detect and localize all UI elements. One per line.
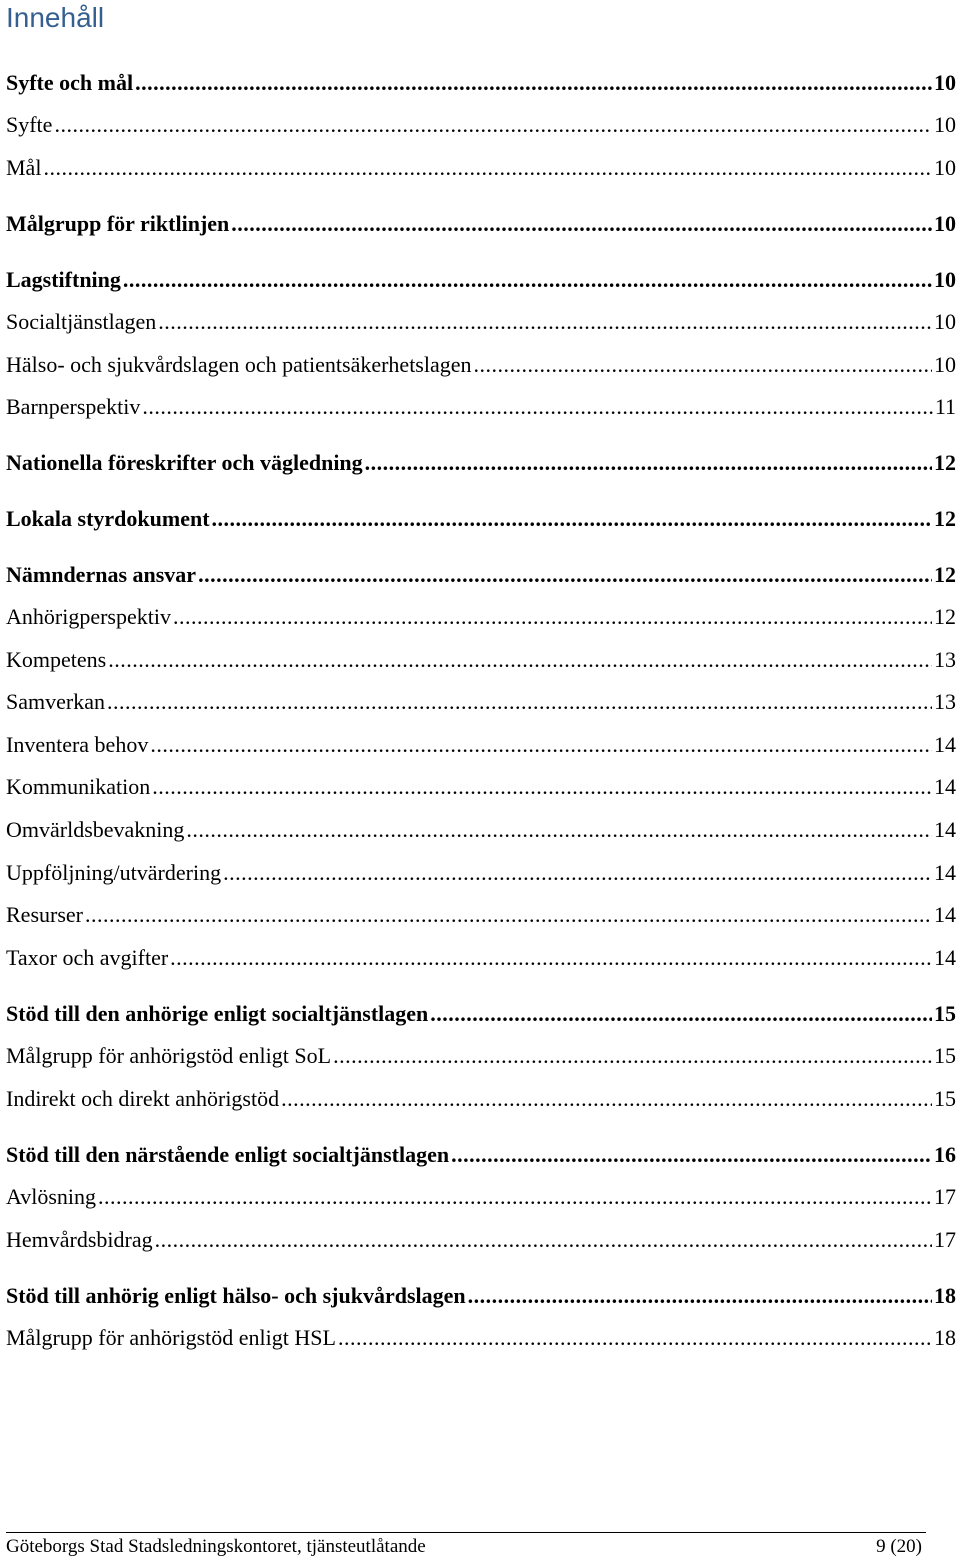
- toc-entry-label: Uppföljning/utvärdering: [6, 860, 222, 885]
- toc-entry-page: 10: [934, 112, 956, 137]
- toc-entry-page: 18: [934, 1325, 956, 1350]
- toc-entry-page: 10: [934, 309, 956, 334]
- toc-entry-page: 15: [934, 1043, 956, 1068]
- toc-leader-dots: [107, 689, 932, 715]
- toc-leader-dots: [198, 562, 932, 588]
- toc-entry-page: 12: [934, 562, 956, 587]
- toc-entry[interactable]: [6, 70, 956, 96]
- toc-entry-label: Målgrupp för riktlinjen: [6, 211, 230, 236]
- toc-entry-label: Barnperspektiv: [6, 394, 141, 419]
- footer-organization: Göteborgs Stad Stadsledningskontoret, tjänsteutlåtande: [6, 1536, 426, 1557]
- toc-entry-label: Målgrupp för anhörigstöd enligt HSL: [6, 1325, 336, 1350]
- toc-entry-page: 14: [934, 732, 956, 757]
- toc-entry-page: 16: [934, 1142, 956, 1167]
- toc-leader-dots: [223, 860, 932, 886]
- toc-entry-page: 17: [934, 1184, 956, 1209]
- toc-entry[interactable]: [6, 309, 956, 335]
- toc-entry-page: 10: [934, 155, 956, 180]
- toc-entry[interactable]: [6, 774, 956, 800]
- toc-entry-page: 15: [934, 1001, 956, 1026]
- toc-entry[interactable]: [6, 1283, 956, 1309]
- toc-leader-dots: [142, 394, 932, 420]
- toc-leader-dots: [85, 902, 932, 928]
- toc-leader-dots: [186, 817, 932, 843]
- toc-entry-page: 14: [934, 774, 956, 799]
- toc-leader-dots: [365, 450, 932, 476]
- toc-leader-dots: [123, 267, 932, 293]
- toc-entry-label: Socialtjänstlagen: [6, 309, 157, 334]
- toc-leader-dots: [430, 1001, 932, 1027]
- toc-leader-dots: [173, 604, 932, 630]
- toc-entry-label: Kompetens: [6, 647, 107, 672]
- toc-entry-page: 12: [934, 604, 956, 629]
- toc-entry[interactable]: [6, 1325, 956, 1351]
- toc-entry-label: Avlösning: [6, 1184, 97, 1209]
- toc-entry[interactable]: [6, 1184, 956, 1210]
- toc-entry-page: 10: [934, 267, 956, 292]
- toc-leader-dots: [333, 1043, 932, 1069]
- toc-entry-page: 18: [934, 1283, 956, 1308]
- toc-entry-label: Samverkan: [6, 689, 105, 714]
- toc-entry-label: Hemvårdsbidrag: [6, 1227, 153, 1252]
- toc-entry-label: Lokala styrdokument: [6, 506, 210, 531]
- toc-entry-page: 12: [934, 450, 956, 475]
- toc-entry-label: Nationella föreskrifter och vägledning: [6, 450, 363, 475]
- toc-leader-dots: [54, 112, 932, 138]
- toc-entry-page: 10: [934, 211, 956, 236]
- toc-entry-page: 13: [934, 689, 956, 714]
- toc-entry[interactable]: [6, 1043, 956, 1069]
- toc-entry-label: Indirekt och direkt anhörigstöd: [6, 1086, 280, 1111]
- toc-entry-label: Omvärldsbevakning: [6, 817, 185, 842]
- toc-entry[interactable]: [6, 604, 956, 630]
- toc-entry-label: Kommunikation: [6, 774, 151, 799]
- toc-leader-dots: [212, 506, 932, 532]
- toc-entry-label: Målgrupp för anhörigstöd enligt SoL: [6, 1043, 332, 1068]
- toc-entry[interactable]: [6, 1227, 956, 1253]
- toc-entry-label: Anhörigperspektiv: [6, 604, 171, 629]
- toc-entry[interactable]: [6, 860, 956, 886]
- toc-entry[interactable]: [6, 267, 956, 293]
- toc-entry-page: 14: [934, 860, 956, 885]
- toc-entry[interactable]: [6, 902, 956, 928]
- toc-entry-page: 11: [934, 394, 956, 419]
- toc-entry-label: Stöd till den anhörige enligt socialtjänstlagen: [6, 1001, 429, 1026]
- toc-entry[interactable]: [6, 562, 956, 588]
- toc-entry-page: 14: [934, 902, 956, 927]
- footer-page-number: 9 (20): [876, 1536, 922, 1557]
- toc-leader-dots: [152, 774, 932, 800]
- toc-leader-dots: [150, 732, 932, 758]
- toc-entry[interactable]: [6, 155, 956, 181]
- toc-leader-dots: [108, 647, 932, 673]
- toc-entry-label: Mål: [6, 155, 42, 180]
- toc-entry-label: Nämndernas ansvar: [6, 562, 197, 587]
- toc-leader-dots: [338, 1325, 932, 1351]
- toc-entry[interactable]: [6, 394, 956, 420]
- toc-leader-dots: [43, 155, 932, 181]
- toc-entry-label: Resurser: [6, 902, 83, 927]
- toc-entry-label: Syfte och mål: [6, 70, 134, 95]
- toc-leader-dots: [451, 1142, 932, 1168]
- toc-entry-page: 10: [934, 70, 956, 95]
- toc-entry-label: Syfte: [6, 112, 53, 137]
- toc-leader-dots: [474, 352, 932, 378]
- toc-entry-page: 15: [934, 1086, 956, 1111]
- toc-entry[interactable]: [6, 1001, 956, 1027]
- toc-entry[interactable]: [6, 817, 956, 843]
- toc-entry-page: 12: [934, 506, 956, 531]
- page-footer: [6, 1536, 922, 1558]
- toc-entry-page: 17: [934, 1227, 956, 1252]
- toc-entry[interactable]: [6, 211, 956, 237]
- toc-leader-dots: [135, 70, 932, 96]
- footer-divider: [6, 1532, 926, 1533]
- toc-entry[interactable]: [6, 945, 956, 971]
- toc-entry-label: Stöd till anhörig enligt hälso- och sjukvårdslagen: [6, 1283, 466, 1308]
- toc-entry-label: Taxor och avgifter: [6, 945, 169, 970]
- toc-entry[interactable]: [6, 647, 956, 673]
- toc-entry-label: Lagstiftning: [6, 267, 121, 292]
- toc-entry-label: Hälso- och sjukvårdslagen och patientsäkerhetslagen: [6, 352, 472, 377]
- toc-leader-dots: [281, 1086, 932, 1112]
- toc-entry[interactable]: [6, 450, 956, 476]
- toc-entry[interactable]: [6, 112, 956, 138]
- toc-entry-label: Inventera behov: [6, 732, 149, 757]
- toc-entry[interactable]: [6, 506, 956, 532]
- toc-entry[interactable]: [6, 689, 956, 715]
- toc-leader-dots: [155, 1227, 932, 1253]
- toc-entry[interactable]: [6, 1086, 956, 1112]
- toc-entry-page: 13: [934, 647, 956, 672]
- toc-leader-dots: [98, 1184, 932, 1210]
- toc-entry-label: Stöd till den närstående enligt socialtjänstlagen: [6, 1142, 450, 1167]
- toc-leader-dots: [158, 309, 932, 335]
- toc-entry-page: 14: [934, 817, 956, 842]
- page-title: Innehåll: [6, 2, 105, 33]
- toc-leader-dots: [170, 945, 932, 971]
- toc-entry[interactable]: [6, 352, 956, 378]
- toc-entry[interactable]: [6, 732, 956, 758]
- toc-entry[interactable]: [6, 1142, 956, 1168]
- toc-leader-dots: [468, 1283, 932, 1309]
- toc-entry-page: 14: [934, 945, 956, 970]
- toc-leader-dots: [231, 211, 932, 237]
- toc-entry-page: 10: [934, 352, 956, 377]
